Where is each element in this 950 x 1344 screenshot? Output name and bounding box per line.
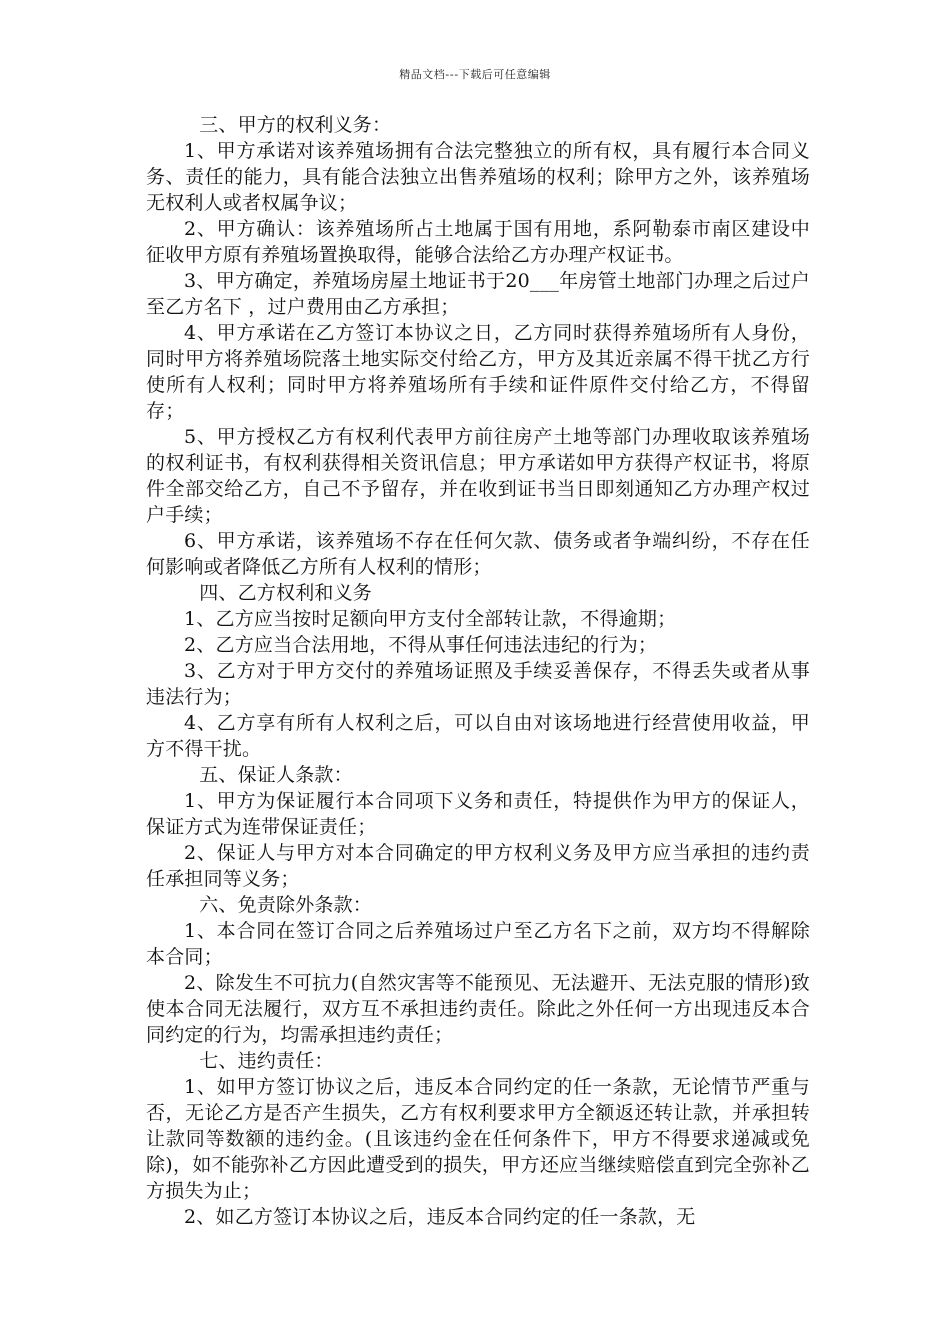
section-heading-3: 三、甲方的权利义务：	[199, 114, 392, 136]
clause-4-4: 4、乙方享有所有人权利之后，可以自由对该场地进行经营使用收益，甲方不得干扰。	[146, 712, 810, 760]
clause-3-1: 1、甲方承诺对该养殖场拥有合法完整独立的所有权，具有履行本合同义务、责任的能力，具有能合法独立出售养殖场的权利；除甲方之外，该养殖场无权利人或者权属争议；	[146, 140, 810, 214]
clause-3-5: 5、甲方授权乙方有权利代表甲方前往房产土地等部门办理收取该养殖场的权利证书，有权利获得相关资讯信息；甲方承诺如甲方获得产权证书，将原件全部交给乙方，自己不予留存，并在收到证书当日即刻通知乙方办理产权过户手续；	[146, 426, 810, 526]
clause-4-3: 3、乙方对于甲方交付的养殖场证照及手续妥善保存，不得丢失或者从事违法行为；	[146, 660, 810, 708]
section-heading-5: 五、保证人条款：	[199, 764, 353, 786]
clause-6-1: 1、本合同在签订合同之后养殖场过户至乙方名下之前，双方均不得解除本合同；	[146, 920, 810, 968]
page-header: 精品文档---下载后可任意编辑	[399, 68, 551, 81]
clause-4-1: 1、乙方应当按时足额向甲方支付全部转让款，不得逾期；	[184, 608, 677, 630]
section-heading-7: 七、违约责任：	[199, 1050, 334, 1072]
clause-3-6: 6、甲方承诺，该养殖场不存在任何欠款、债务或者争端纠纷，不存在任何影响或者降低乙方所有人权利的情形；	[146, 530, 810, 578]
document-body	[146, 112, 810, 1230]
clause-7-1: 1、如甲方签订协议之后，违反本合同约定的任一条款，无论情节严重与否，无论乙方是否产生损失，乙方有权利要求甲方全额返还转让款，并承担转让款同等数额的违约金。(且该违约金在任何条件下，甲方不得要求递减或免除)，如不能弥补乙方因此遭受到的损失，甲方还应当继续赔偿直到完全弥补乙方损失为止；	[146, 1076, 810, 1202]
section-heading-4: 四、乙方权利和义务	[199, 582, 372, 604]
clause-4-2: 2、乙方应当合法用地，不得从事任何违法违纪的行为；	[184, 634, 658, 656]
clause-3-3: 3、甲方确定，养殖场房屋土地证书于20___年房管土地部门办理之后过户至乙方名下 ，过户费用由乙方承担；	[146, 270, 810, 318]
clause-5-2: 2、保证人与甲方对本合同确定的甲方权利义务及甲方应当承担的违约责任承担同等义务；	[146, 842, 810, 890]
clause-3-4: 4、甲方承诺在乙方签订本协议之日，乙方同时获得养殖场所有人身份，同时甲方将养殖场院落土地实际交付给乙方，甲方及其近亲属不得干扰乙方行使所有人权利；同时甲方将养殖场所有手续和证件原件交付给乙方，不得留存；	[146, 322, 810, 422]
clause-5-1: 1、甲方为保证履行本合同项下义务和责任，特提供作为甲方的保证人，保证方式为连带保证责任；	[146, 790, 810, 838]
clause-7-2: 2、如乙方签订本协议之后，违反本合同约定的任一条款，无	[184, 1206, 696, 1228]
clause-3-2: 2、甲方确认：该养殖场所占土地属于国有用地，系阿勒泰市南区建设中征收甲方原有养殖场置换取得，能够合法给乙方办理产权证书。	[146, 218, 810, 266]
section-heading-6: 六、免责除外条款：	[199, 894, 372, 916]
clause-6-2: 2、除发生不可抗力(自然灾害等不能预见、无法避开、无法克服的情形)致使本合同无法履行，双方互不承担违约责任。除此之外任何一方出现违反本合同约定的行为，均需承担违约责任；	[146, 972, 810, 1046]
